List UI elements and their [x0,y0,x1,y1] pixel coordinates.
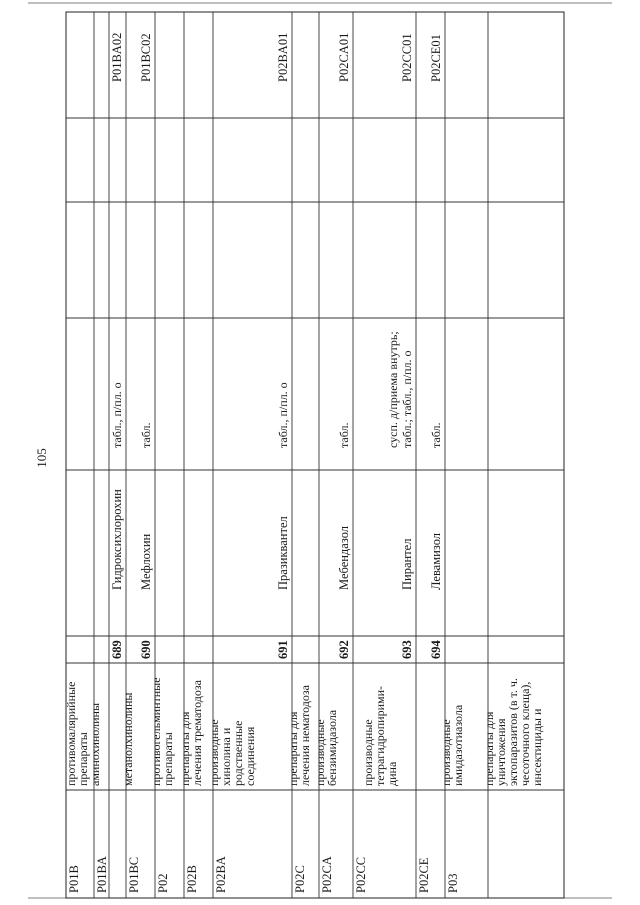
group-name: метанолхинолины [121,692,135,786]
item-number: 692 [337,640,351,659]
group-name: бензимидазола [325,709,339,786]
group-name: тетрагидропирими- [373,685,387,786]
atc-code: P02BA01 [276,32,290,82]
item-number: 689 [110,640,124,659]
group-name: препараты для [482,711,496,786]
dosage-form: табл., п/пл. о [110,382,124,448]
item-number: 691 [276,640,290,659]
dosage-form: табл. [429,422,443,448]
group-name: противомалярийные [64,681,78,786]
group-name: хинолина и [219,727,233,786]
dosage-form: сусп. д/приема внутрь; [386,331,400,448]
atc-code: P02CC01 [400,33,414,82]
group-name: производные [439,719,453,786]
group-name: аминохинолины [88,702,102,786]
drug-name: Левамизол [429,532,443,590]
table-row [354,33,414,893]
group-name: родственные [231,720,245,786]
group-name: лечения трематодоза [190,680,204,786]
atc-group-code: P02CE [417,857,431,893]
atc-group-code: P02BA [214,856,228,893]
dosage-form: табл., п/пл. о [276,382,290,448]
table-row [88,703,109,893]
group-name: соединения [243,726,257,786]
group-name: имидазотиазола [451,704,465,786]
group-name: производные [207,719,221,786]
group-name: производные [361,719,375,786]
atc-group-code: P01BA [95,856,109,893]
group-name: лечения нематодоза [298,685,312,786]
atc-code: P01BA02 [110,32,124,82]
drug-name: Пирантел [400,538,414,590]
dosage-form: табл. [139,422,153,448]
item-number: 690 [139,640,153,659]
drug-name: Празиквантел [276,516,290,590]
table-row [178,679,204,893]
drug-name: Мебендазол [337,525,351,590]
group-name: препараты для [178,711,192,786]
group-name: препараты для [286,711,300,786]
atc-group-code: P02CA [320,856,334,893]
page-number: 105 [34,448,49,468]
table-row [64,682,90,893]
atc-group-code: P02C [293,865,307,893]
group-name: эктопаразитов (в т. ч. [506,678,520,786]
dosage-form: табл. [337,422,351,448]
item-number: 693 [400,640,414,659]
atc-code: P01BC02 [139,33,153,82]
table-row [417,34,465,893]
group-name: инсектициды и [530,708,544,786]
dosage-form: табл.; табл., п/пл. о [400,350,414,448]
table-row [110,33,124,659]
atc-code: P02CE01 [429,34,443,82]
item-number: 694 [429,640,443,659]
atc-group-code: P01B [67,865,81,893]
table-row [286,684,312,893]
atc-code: P02CA01 [337,32,351,82]
group-name: препараты [161,732,175,786]
drug-name: Гидроксихлорохин [110,489,124,590]
group-name: противогельминтные [149,677,163,786]
atc-group-code: P03 [446,873,460,893]
table-row [149,677,175,893]
atc-group-code: P02B [185,865,199,893]
table-rows [64,33,544,893]
atc-group-code: P01BC [127,856,141,893]
group-name: чесоточного клеща), [518,681,532,786]
group-name: дина [385,761,399,786]
group-name: уничтожения [494,718,508,786]
atc-group-code: P02CC [354,856,368,893]
drug-name: Мефлохин [139,533,153,590]
group-name: производные [313,719,327,786]
group-name: препараты [76,732,90,786]
atc-group-code: P02 [156,873,170,893]
table-row [207,33,290,893]
